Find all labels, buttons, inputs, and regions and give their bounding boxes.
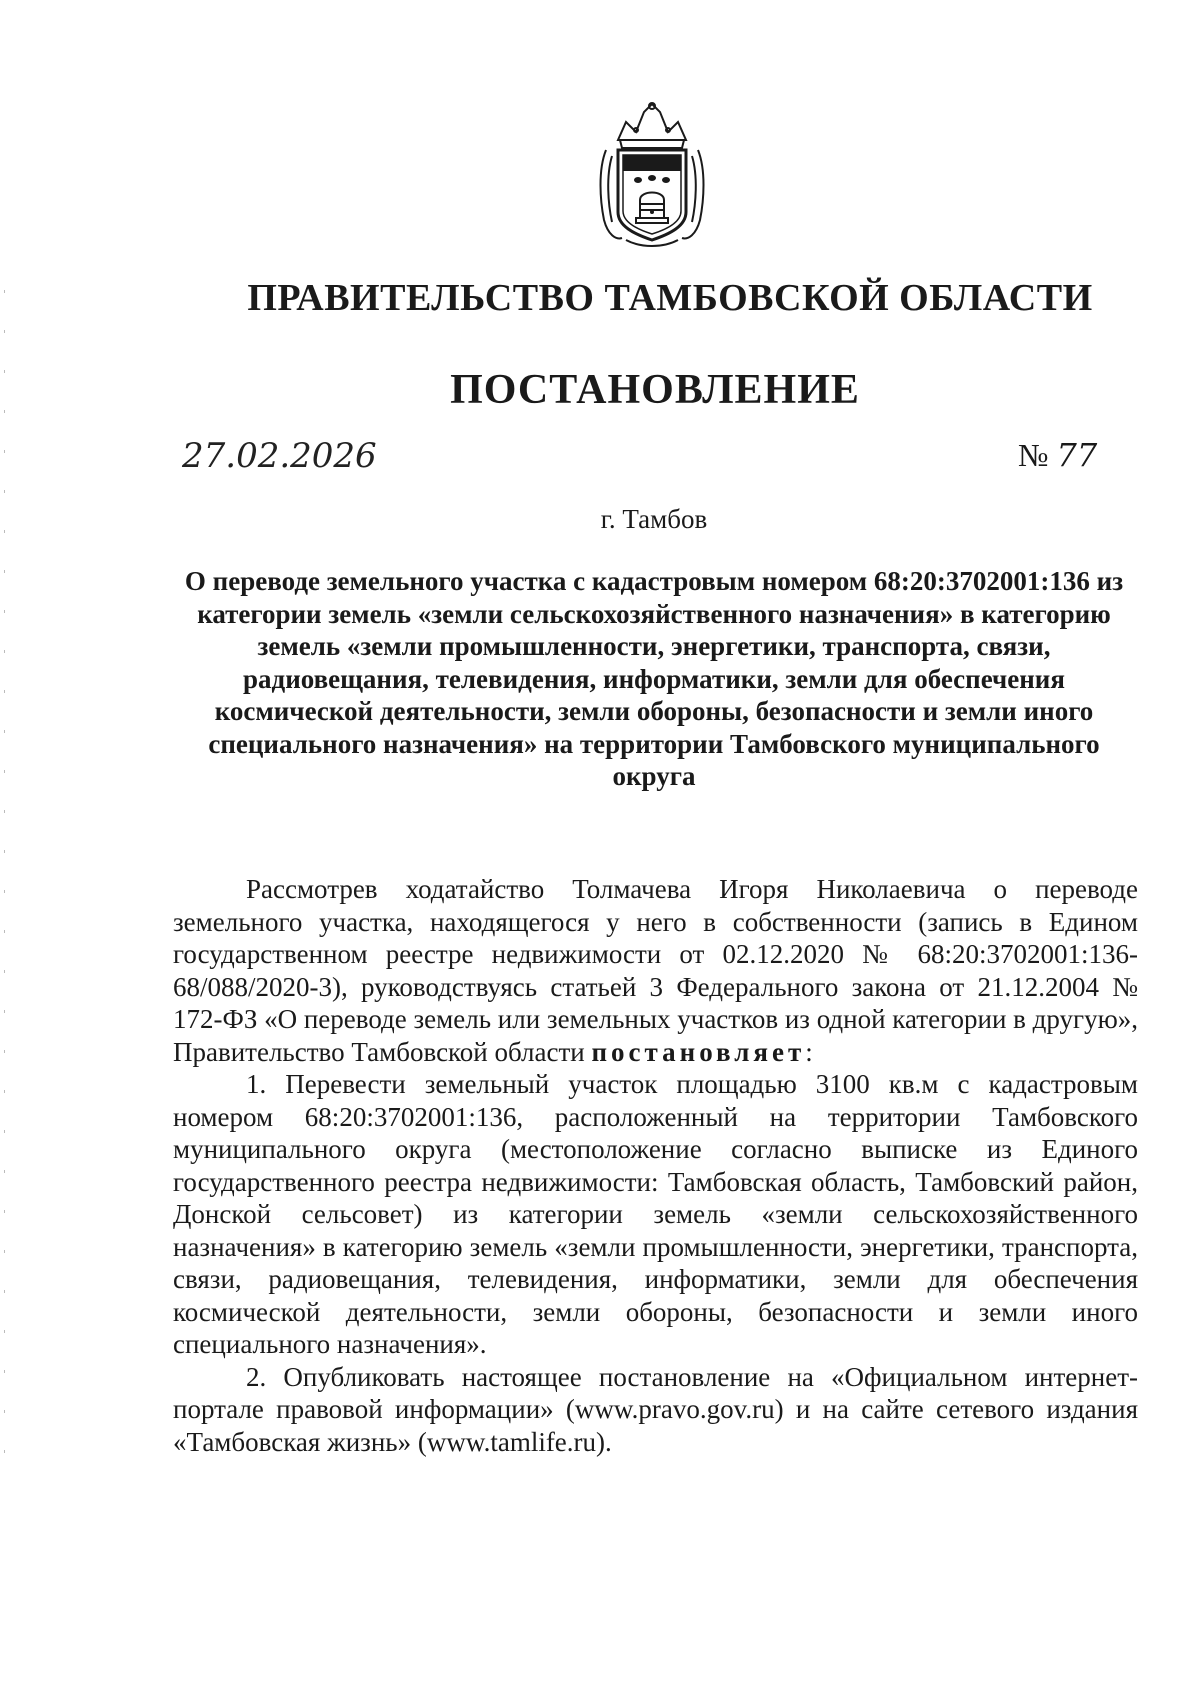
document-subject: О переводе земельного участка с кадастровым номером 68:20:3702001:136 из категории земель «земли сельскохозяйственного назначения» в категорию земель «земли промышленности, энергетики, транспорта, связи, радиовещания, телевидения, информатики, земли для обеспечения космической деятельности, земли обороны, безопасности и земли иного специального назначения» на территории Тамбовского муниципального округа [184,566,1124,791]
number-sign: № [1018,437,1049,473]
decision-keyword: постановляет [591,1036,806,1067]
preamble-paragraph [173,873,1138,1068]
coat-of-arms-icon [596,100,708,250]
document-date: 27.02.2026 [182,436,377,476]
government-title: ПРАВИТЕЛЬСТВО ТАМБОВСКОЙ ОБЛАСТИ [247,277,1093,319]
item-1-paragraph: 1. Перевести земельный участок площадью 3100 кв.м с кадастровым номером 68:20:3702001:136, расположенный на территории Тамбовского муниципального округа (местоположение согласно выписке из Единого государственного реестра недвижимости: Тамбовская область, Тамбовский район, Донской сельсовет) из категории земель «земли сельскохозяйственного назначения» в категорию земель «земли промышленности, энергетики, транспорта, связи, радиовещания, телевидения, информатики, земли для обеспечения космической деятельности, земли обороны, безопасности и земли иного специального назначения». [173,1069,1138,1359]
scan-edge-mark [4,290,5,1490]
preamble-end: : [805,1036,813,1067]
document-type-heading: ПОСТАНОВЛЕНИЕ [450,367,860,413]
document-body [173,873,1138,1458]
number-value: 77 [1056,436,1098,474]
preamble-text: Рассмотрев ходатайство Толмачева Игоря Николаевича о переводе земельного участка, находящегося у него в собственности (запись в Едином государственном реестре недвижимости от 02.12.2020 № 68:20:3702001:136-68/088/2020-3), руководствуясь статьей 3 Федерального закона от 21.12.2004 № 172-ФЗ «О переводе земель или земельных участков из одной категории в другую», Правительство Тамбовской области [173,874,1139,1067]
item-2-paragraph: 2. Опубликовать настоящее постановление на «Официальном интернет-портале правовой информации» (www.pravo.gov.ru) и на сайте сетевого издания «Тамбовская жизнь» (www.tamlife.ru). [173,1361,1138,1457]
city-line: г. Тамбов [600,504,708,534]
document-number [1018,436,1097,474]
